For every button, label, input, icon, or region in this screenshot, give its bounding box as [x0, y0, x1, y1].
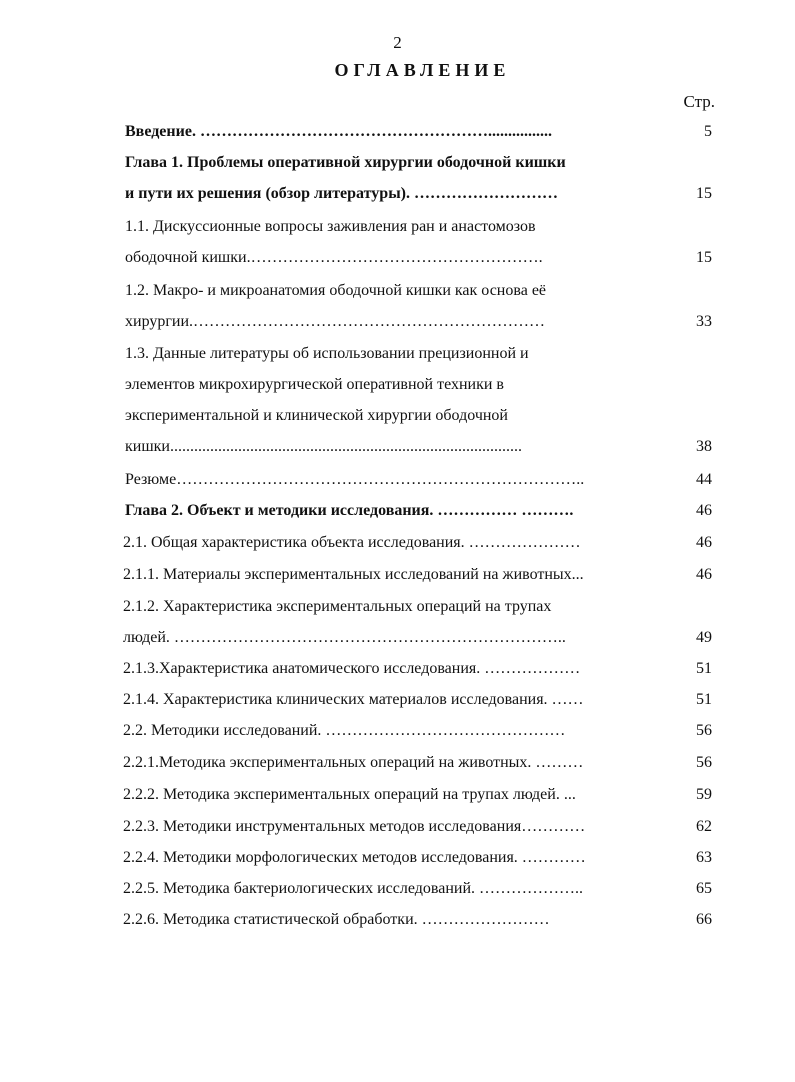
- toc-page-number: 49: [696, 629, 712, 646]
- toc-entry-line: 2.2.1.Методика экспериментальных операций на животных. ………: [123, 754, 584, 771]
- toc-page-number: 46: [696, 502, 712, 519]
- toc-page-number: 33: [696, 313, 712, 330]
- toc-page-number: 38: [696, 438, 712, 455]
- toc-entry-line: 1.2. Макро- и микроанатомия ободочной кишки как основа её: [125, 282, 547, 299]
- toc-entry-line: ободочной кишки.……………………………………………….: [125, 249, 543, 266]
- toc-page-number: 46: [696, 534, 712, 551]
- toc-entry-line: Глава 1. Проблемы оперативной хирургии ободочной кишки: [125, 154, 566, 171]
- toc-page-number: 56: [696, 722, 712, 739]
- page-column-header: Стр.: [683, 92, 715, 111]
- toc-page-number: 5: [704, 123, 712, 140]
- toc-page-number: 51: [696, 660, 712, 677]
- toc-entry-line: и пути их решения (обзор литературы). ………………………: [125, 185, 559, 202]
- toc-page-number: 59: [696, 786, 712, 803]
- toc-entry-line: 2.1. Общая характеристика объекта исследования. …………………: [123, 534, 581, 551]
- toc-page-number: 66: [696, 911, 712, 928]
- toc-entry-line: 2.2.4. Методики морфологических методов исследования. …………: [123, 849, 586, 866]
- toc-entry-line: 2.2.3. Методики инструментальных методов исследования…………: [123, 818, 586, 835]
- toc-entry-line: Глава 2. Объект и методики исследования. …………… ……….: [125, 502, 574, 519]
- toc-page-number: 15: [696, 249, 712, 266]
- toc-entry-line: 2.2.6. Методика статистической обработки. ……………………: [123, 911, 550, 928]
- toc-page-number: 65: [696, 880, 712, 897]
- toc-entry-line: экспериментальной и клинической хирургии ободочной: [125, 407, 508, 424]
- toc-entry-line: 2.1.3.Характеристика анатомического исследования. ………………: [123, 660, 581, 677]
- toc-page-number: 15: [696, 185, 712, 202]
- toc-entry-line: Введение. ………………………………………………................: [125, 123, 552, 140]
- toc-page-number: 44: [696, 471, 712, 488]
- toc-entry-line: 2.1.4. Характеристика клинических материалов исследования. ……: [123, 691, 584, 708]
- toc-entry-line: кишки........................................................................................: [125, 438, 522, 455]
- toc-entry-line: элементов микрохирургической оперативной техники в: [125, 376, 504, 393]
- toc-page-number: 63: [696, 849, 712, 866]
- toc-page-number: 62: [696, 818, 712, 835]
- toc-entry-line: хирургии.…………………………………………………………: [125, 313, 546, 330]
- toc-entry-line: 1.1. Дискуссионные вопросы заживления ран и анастомозов: [125, 218, 536, 235]
- toc-entry-line: 2.1.1. Материалы экспериментальных исследований на животных...: [123, 566, 584, 583]
- toc-entry-line: людей. ………………………………………………………………..: [123, 629, 566, 646]
- toc-entry-line: 2.1.2. Характеристика экспериментальных операций на трупах: [123, 598, 552, 615]
- toc-entry-line: 2.2. Методики исследований. ………………………………………: [123, 722, 566, 739]
- page-title: ОГЛАВЛЕНИЕ: [334, 60, 511, 80]
- toc-entry-line: 2.2.2. Методика экспериментальных операций на трупах людей. ...: [123, 786, 576, 803]
- toc-page-number: 51: [696, 691, 712, 708]
- toc-entry-line: 2.2.5. Методика бактериологических исследований. ………………..: [123, 880, 584, 897]
- toc-entry-line: 1.3. Данные литературы об использовании прецизионной и: [125, 345, 529, 362]
- page-number: 2: [393, 33, 402, 52]
- toc-page-number: 46: [696, 566, 712, 583]
- toc-page-number: 56: [696, 754, 712, 771]
- toc-entry-line: Резюме…………………………………………………………………..: [125, 471, 585, 488]
